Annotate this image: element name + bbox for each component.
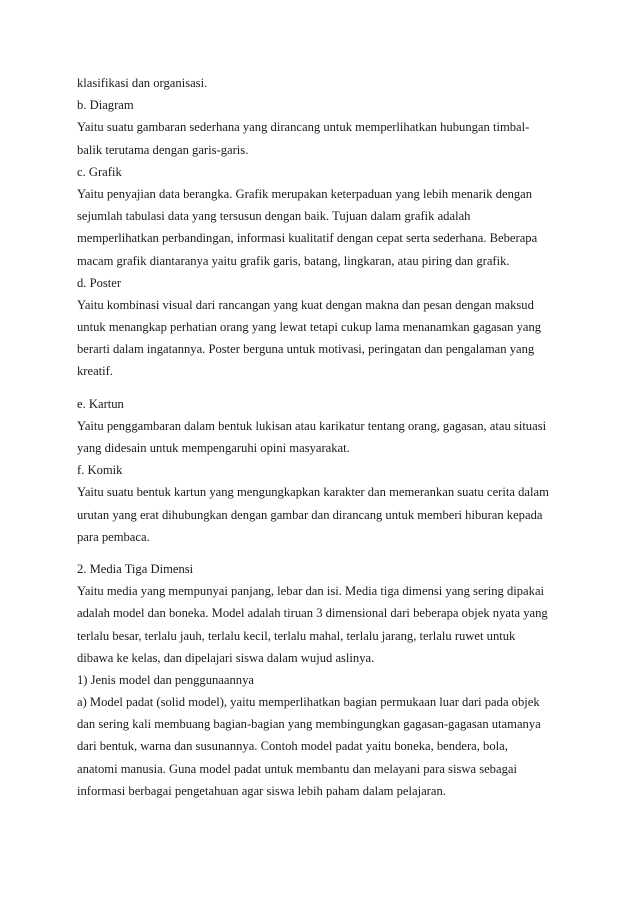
text-line: Yaitu suatu bentuk kartun yang mengungkapkan karakter dan memerankan suatu cerita dalam	[77, 485, 549, 500]
text-line: para pembaca.	[77, 529, 150, 544]
text-line: kreatif.	[77, 364, 114, 379]
section-heading-grafik: c. Grafik	[77, 164, 122, 179]
text-line: urutan yang erat dihubungkan dengan gambar dan dirancang untuk memberi hiburan kepada	[77, 507, 543, 522]
text-line: klasifikasi dan organisasi.	[77, 76, 208, 90]
paragraph-gap	[77, 548, 577, 558]
text-line: dari bentuk, warna dan susunannya. Contoh model padat yaitu boneka, bendera, bola,	[77, 739, 508, 754]
document-page	[77, 72, 577, 802]
paragraph-block-kartun-komik	[77, 393, 577, 548]
text-line: untuk menangkap perhatian orang yang lewat tetapi cukup lama menanamkan gagasan yang	[77, 320, 542, 335]
text-line: balik terutama dengan garis-garis.	[77, 142, 249, 157]
section-heading-media-tiga-dimensi: 2. Media Tiga Dimensi	[77, 561, 194, 576]
text-line: Yaitu penyajian data berangka. Grafik merupakan keterpaduan yang lebih menarik dengan	[77, 186, 533, 201]
text-line: informasi berbagai pengetahuan agar siswa lebih paham dalam pelajaran.	[77, 783, 446, 798]
paragraph-gap	[77, 383, 577, 393]
text-line: Yaitu penggambaran dalam bentuk lukisan atau karikatur tentang orang, gagasan, atau situasi	[77, 418, 547, 433]
paragraph-block-media-types	[77, 72, 577, 383]
text-line: dibawa ke kelas, dan dipelajari siswa dalam wujud aslinya.	[77, 650, 375, 665]
section-heading-komik: f. Komik	[77, 463, 123, 478]
text-line: anatomi manusia. Guna model padat untuk membantu dan melayani para siswa sebagai	[77, 761, 517, 776]
text-line: a) Model padat (solid model), yaitu memperlihatkan bagian permukaan luar dari pada objek	[77, 695, 540, 710]
section-heading-kartun: e. Kartun	[77, 396, 124, 411]
text-line: berarti dalam ingatannya. Poster berguna untuk motivasi, peringatan dan pengalaman yang	[77, 342, 535, 357]
text-line: macam grafik diantaranya yaitu grafik garis, batang, lingkaran, atau piring dan grafik.	[77, 253, 510, 268]
text-line: yang didesain untuk mempengaruhi opini masyarakat.	[77, 441, 350, 455]
text-line: dan sering kali membuang bagian-bagian yang membingungkan gagasan-gagasan utamanya	[77, 717, 541, 732]
text-line: memperlihatkan perbandingan, informasi kualitatif dengan cepat serta sederhana. Beberapa	[77, 231, 538, 246]
text-line: Yaitu kombinasi visual dari rancangan yang kuat dengan makna dan pesan dengan maksud	[77, 297, 534, 312]
paragraph-block-media-tiga-dimensi	[77, 558, 577, 802]
text-line: adalah model dan boneka. Model adalah tiruan 3 dimensional dari beberapa objek nyata yang	[77, 606, 548, 621]
text-line: Yaitu suatu gambaran sederhana yang dirancang untuk memperlihatkan hubungan timbal-	[77, 120, 530, 135]
text-line: Yaitu media yang mempunyai panjang, lebar dan isi. Media tiga dimensi yang sering dipakai	[77, 584, 545, 599]
text-line: sejumlah tabulasi data yang tersusun dengan baik. Tujuan dalam grafik adalah	[77, 209, 471, 224]
subheading-jenis-model: 1) Jenis model dan penggunaannya	[77, 672, 254, 687]
section-heading-poster: d. Poster	[77, 275, 122, 290]
section-heading-diagram: b. Diagram	[77, 98, 134, 113]
text-line: terlalu besar, terlalu jauh, terlalu kecil, terlalu mahal, terlalu jarang, terlalu ruwet untuk	[77, 628, 516, 643]
